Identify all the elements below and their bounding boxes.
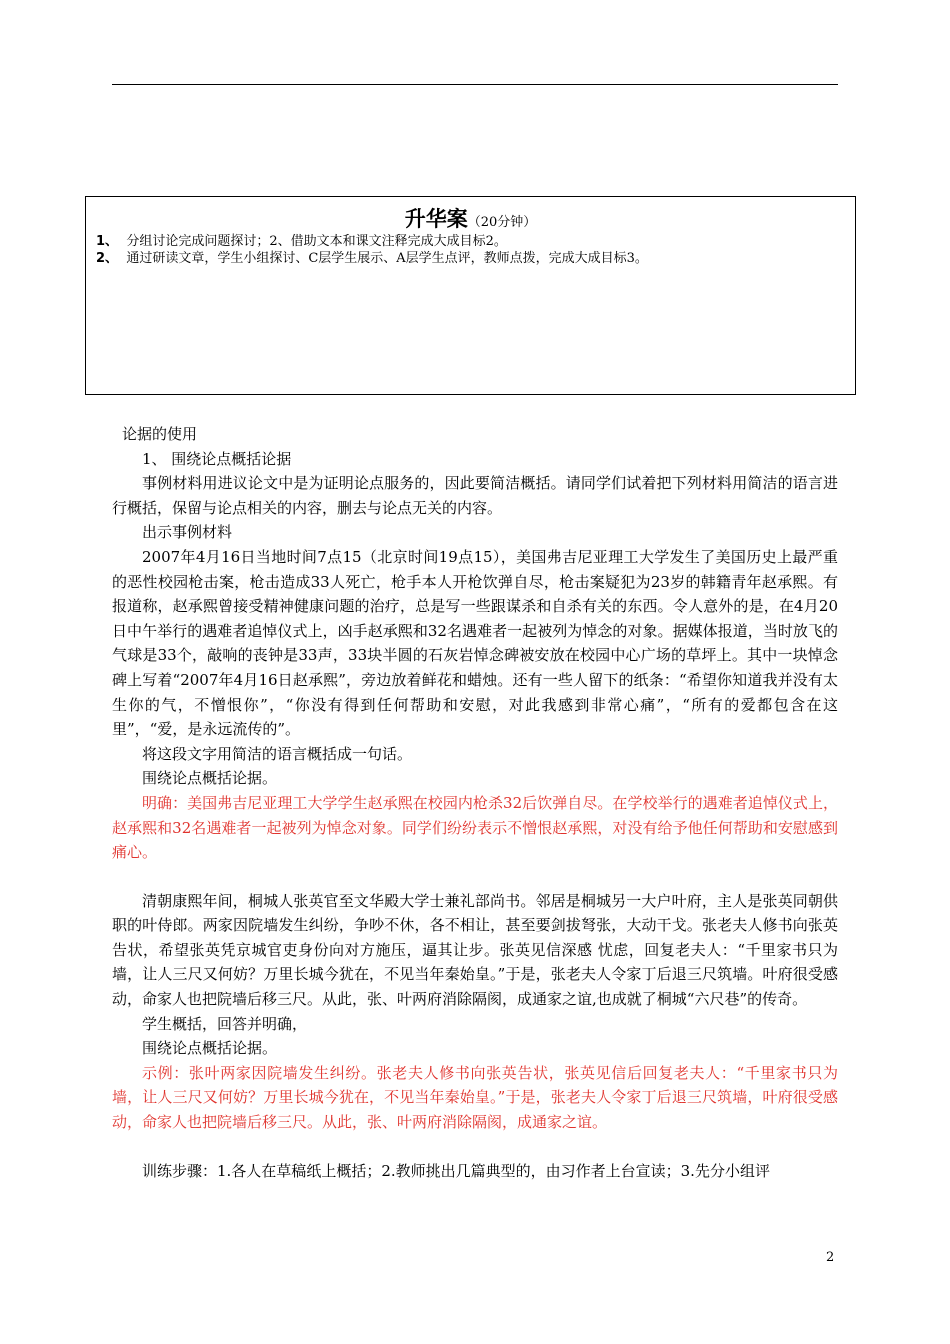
answer-1: 明确：美国弗吉尼亚理工大学学生赵承熙在校园内枪杀32后饮弹自尽。在学校举行的遇难者追悼仪式上，赵承熙和32名遇难者一起被列为悼念对象。同学们纷纷表示不憎恨赵承熙，对没有给予他任何帮助和安慰感到痛心。 — [112, 793, 838, 862]
box-item-2 — [96, 250, 648, 267]
spacer — [112, 865, 838, 889]
task-2: 围绕论点概括论据。 — [142, 769, 278, 788]
spacer — [112, 1135, 838, 1159]
material-2-paragraph: 清朝康熙年间，桐城人张英官至文华殿大学士兼礼部尚书。邻居是桐城另一大户叶府，主人是张英同朝供职的叶侍郎。两家因院墙发生纠纷，争吵不休，各不相让，甚至要剑拔弩张，大动干戈。张老夫人修书向张英告状，希望张英凭京城官吏身份向对方施压，逼其让步。张英见信深感 忧虑，回复老夫人：“千里家书只为墙，让人三尺又何妨？万里长城今犹在，不见当年秦始皇。”于是，张老夫人令家丁后退三尺筑墙。叶府很受感动，命家人也把院墙后移三尺。从此，张、叶两府消除隔阂，成通家之谊,也成就了桐城“六尺巷”的传奇。 — [112, 891, 838, 1009]
section-heading: 论据的使用 — [122, 425, 198, 443]
show-material-label: 出示事例材料 — [142, 523, 233, 542]
section-subheading: 1、 围绕论点概括论据 — [142, 449, 292, 468]
box-item-1-num: 1、 — [96, 234, 119, 249]
box-item-1 — [96, 233, 507, 250]
training-steps: 训练步骤：1.各人在草稿纸上概括；2.教师挑出几篇典型的，由习作者上台宣读；3.先分小组评 — [142, 1161, 770, 1180]
box-item-2-num: 2、 — [96, 251, 119, 266]
intro-paragraph: 事例材料用进议论文中是为证明论点服务的，因此要简洁概括。请同学们试着把下列材料用简洁的语言进行概括，保留与论点相关的内容，删去与论点无关的内容。 — [112, 474, 838, 517]
task-1: 将这段文字用简洁的语言概括成一句话。 — [142, 744, 413, 763]
box-title — [86, 203, 855, 233]
shenghua-box — [85, 196, 856, 395]
box-title-note: （20分钟） — [467, 215, 537, 230]
box-title-main: 升华案 — [404, 207, 468, 231]
box-item-1-text: 分组讨论完成问题探讨；2、借助文本和课文注释完成大成目标2。 — [126, 234, 507, 249]
box-item-2-text: 通过研读文章，学生小组探讨、C层学生展示、A层学生点评，教师点拨，完成大成目标3。 — [126, 251, 648, 266]
task-4: 围绕论点概括论据。 — [142, 1039, 278, 1058]
material-1-paragraph: 2007年4月16日当地时间7点15（北京时间19点15），美国弗吉尼亚理工大学发生了美国历史上最严重的恶性校园枪击案，枪击造成33人死亡，枪手本人开枪饮弹自尽，枪击案疑犯为23岁的韩籍青年赵承熙。有报道称，赵承熙曾接受精神健康问题的治疗，总是写一些跟谋杀和自杀有关的东西。令人意外的是，在4月20日中午举行的遇难者追悼仪式上，凶手赵承熙和32名遇难者一起被列为悼念的对象。据媒体报道，当时放飞的气球是33个，敲响的丧钟是33声，33块半圆的石灰岩悼念碑被安放在校园中心广场的草坪上。其中一块悼念碑上写着“2007年4月16日赵承熙”，旁边放着鲜花和蜡烛。还有一些人留下的纸条：“希望你知道我并没有太生你的气，不憎恨你”，“你没有得到任何帮助和安慰，对此我感到非常心痛”，“所有的爱都包含在这里”，“爱，是永远流传的”。 — [112, 547, 838, 739]
header-rule — [112, 84, 838, 85]
page-number: 2 — [826, 1250, 835, 1265]
answer-2: 示例：张叶两家因院墙发生纠纷。张老夫人修书向张英告状，张英见信后回复老夫人：“千里家书只为墙，让人三尺又何妨？万里长城今犹在，不见当年秦始皇。”于是，张老夫人令家丁后退三尺筑墙，叶府很受感动，命家人也把院墙后移三尺。从此，张、叶两府消除隔阂，成通家之谊。 — [112, 1063, 838, 1132]
task-3: 学生概括，回答并明确， — [142, 1014, 308, 1033]
main-content — [112, 422, 838, 1183]
